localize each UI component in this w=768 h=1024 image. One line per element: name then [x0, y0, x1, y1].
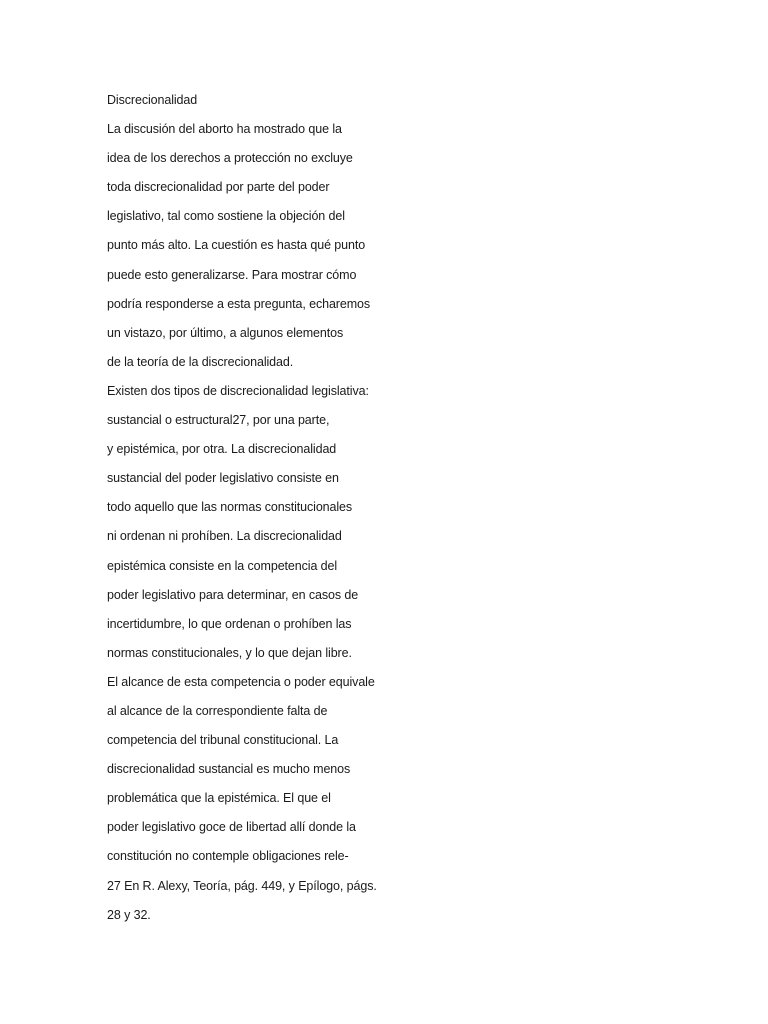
text-line: podría responderse a esta pregunta, echaremos [107, 296, 371, 311]
text-line: La discusión del aborto ha mostrado que la [107, 122, 342, 137]
text-line: competencia del tribunal constitucional. La [107, 733, 339, 748]
text-line: sustancial o estructural27, por una parte, [107, 413, 330, 428]
document-title: Discrecionalidad [107, 93, 198, 107]
text-line: y epistémica, por otra. La discrecionalidad [107, 442, 337, 457]
text-line: punto más alto. La cuestión es hasta qué punto [107, 238, 366, 253]
text-line: problemática que la epistémica. El que el [107, 791, 331, 806]
text-line: normas constitucionales, y lo que dejan libre. [107, 645, 352, 660]
text-line: legislativo, tal como sostiene la objeción del [107, 209, 345, 224]
text-line: incertidumbre, lo que ordenan o prohíben las [107, 616, 352, 631]
text-line: todo aquello que las normas constitucionales [107, 500, 353, 515]
text-line: de la teoría de la discrecionalidad. [107, 354, 294, 369]
text-line: El alcance de esta competencia o poder equivale [107, 674, 375, 689]
text-line: al alcance de la correspondiente falta de [107, 703, 328, 718]
text-line: poder legislativo para determinar, en casos de [107, 587, 359, 602]
text-line: discrecionalidad sustancial es mucho menos [107, 762, 351, 777]
text-line: epistémica consiste en la competencia del [107, 558, 338, 573]
footnote-line: 28 y 32. [107, 907, 151, 922]
document-body [107, 87, 507, 931]
text-line: toda discrecionalidad por parte del poder [107, 180, 330, 195]
text-line: ni ordenan ni prohíben. La discrecionalidad [107, 529, 342, 544]
text-line: Existen dos tipos de discrecionalidad legislativa: [107, 383, 369, 398]
text-line: poder legislativo goce de libertad allí donde la [107, 820, 356, 835]
text-line: sustancial del poder legislativo consiste en [107, 471, 339, 486]
text-line: puede esto generalizarse. Para mostrar cómo [107, 267, 357, 282]
text-line: un vistazo, por último, a algunos elementos [107, 325, 344, 340]
text-line: constitución no contemple obligaciones rele- [107, 849, 349, 864]
footnote-line: 27 En R. Alexy, Teoría, pág. 449, y Epílogo, págs. [107, 878, 377, 893]
text-line: idea de los derechos a protección no excluye [107, 151, 353, 166]
